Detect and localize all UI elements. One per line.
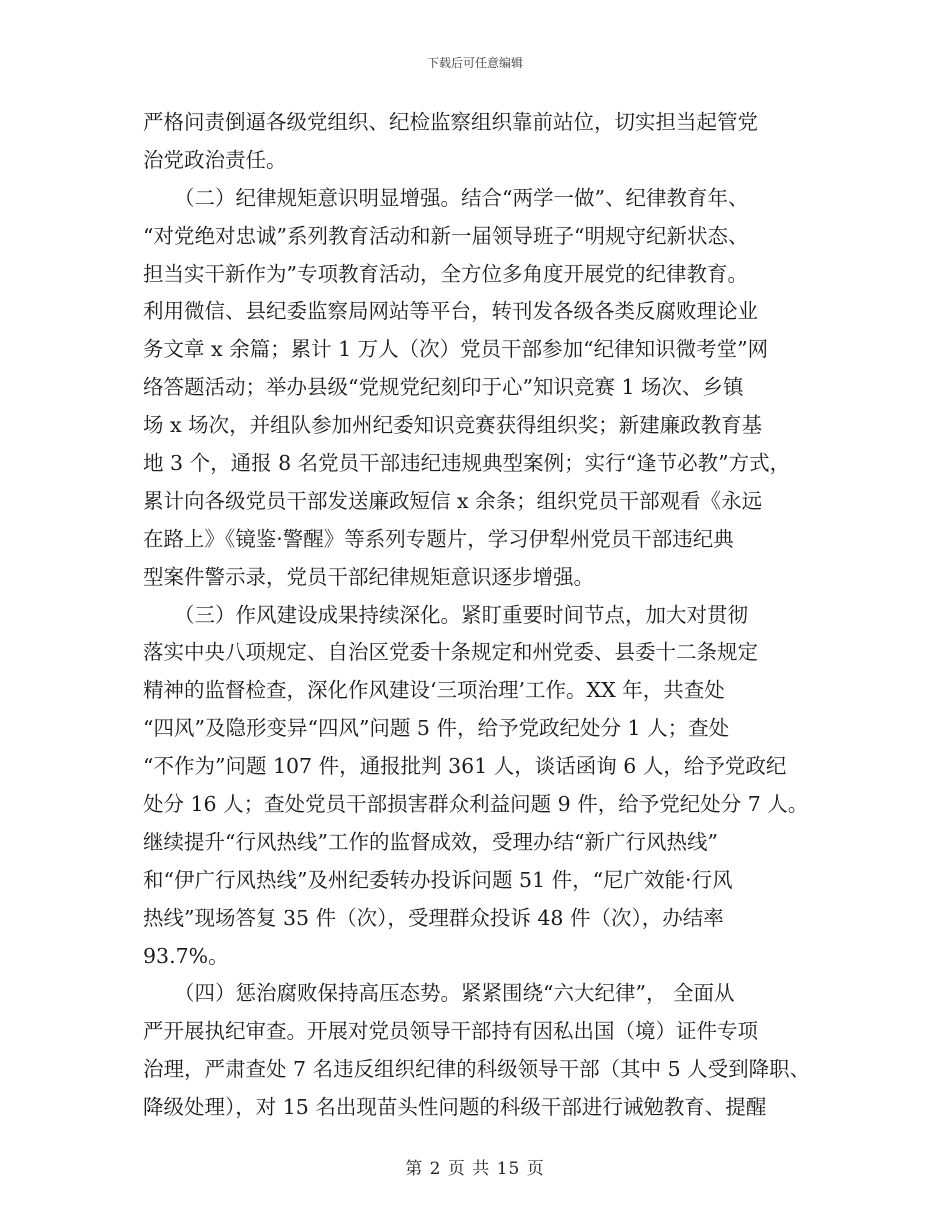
text-line: 处分 16 人；查处党员干部损害群众利益问题 9 件，给予党纪处分 7 人。 <box>143 792 809 817</box>
text-line: “四风”及隐形变异“四风”问题 5 件，给予党政纪处分 1 人；查处 <box>143 716 730 741</box>
document-body <box>143 104 811 1127</box>
text-line: 地 3 个，通报 8 名党员干部违纪违规典型案例；实行“逢节必教”方式， <box>143 451 791 476</box>
page-header: 下载后可任意编辑 <box>426 56 523 70</box>
text-line: 热线”现场答复 35 件（次），受理群众投诉 48 件（次），办结率 <box>143 905 724 930</box>
text-line: 务文章 x 余篇；累计 1 万人（次）党员干部参加“纪律知识微考堂”网 <box>143 337 769 362</box>
text-line: 在路上》《镜鉴·警醒》等系列专题片，学习伊犁州党员干部违纪典 <box>143 526 734 551</box>
page-number: 第 2 页 共 15 页 <box>405 1159 545 1179</box>
paragraph-start-line: （四）惩治腐败保持高压态势。紧紧围绕“六大纪律”， 全面从 <box>174 981 735 1006</box>
text-line: “对党绝对忠诚”系列教育活动和新一届领导班子“明规守纪新状态、 <box>143 223 749 248</box>
text-line: 治理，严肃查处 7 名违反组织纪律的科级领导干部（其中 5 人受到降职、 <box>143 1057 811 1082</box>
text-line: 继续提升“行风热线”工作的监督成效，受理办结“新广行风热线” <box>143 829 718 854</box>
text-line: 型案件警示录，党员干部纪律规矩意识逐步增强。 <box>143 564 594 589</box>
text-line: 93.7%。 <box>143 943 229 968</box>
text-line: 络答题活动；举办县级“党规党纪刻印于心”知识竞赛 1 场次、乡镇 <box>143 375 744 400</box>
text-line: 和“伊广行风热线”及州纪委转办投诉问题 51 件，“尼广效能·行风 <box>143 867 733 892</box>
text-line: 累计向各级党员干部发送廉政短信 x 余条；组织党员干部观看《永远 <box>143 488 763 513</box>
text-line: 利用微信、县纪委监察局网站等平台，转刊发各级各类反腐败理论业 <box>143 299 758 324</box>
text-line: 落实中央八项规定、自治区党委十条规定和州党委、县委十二条规定 <box>143 640 758 665</box>
text-line: “不作为”问题 107 件，通报批判 361 人，谈话函询 6 人，给予党政纪 <box>143 754 787 779</box>
text-line: 场 x 场次，并组队参加州纪委知识竞赛获得组织奖；新建廉政教育基 <box>143 413 763 438</box>
text-line: 降级处理），对 15 名出现苗头性问题的科级干部进行诫勉教育、提醒 <box>143 1095 767 1120</box>
text-line: 治党政治责任。 <box>143 147 287 172</box>
text-line: 担当实干新作为”专项教育活动，全方位多角度开展党的纪律教育。 <box>143 261 748 286</box>
paragraph-start-line: （三）作风建设成果持续深化。紧盯重要时间节点，加大对贯彻 <box>174 602 748 627</box>
text-line: 严格问责倒逼各级党组织、纪检监察组织靠前站位，切实担当起管党 <box>143 110 758 134</box>
text-line: 精神的监督检查，深化作风建设‘三项治理’工作。XX 年，共查处 <box>143 678 725 703</box>
text-line: 严开展执纪审查。开展对党员领导干部持有因私出国（境）证件专项 <box>143 1019 758 1044</box>
paragraph-start-line: （二）纪律规矩意识明显增强。结合“两学一做”、纪律教育年、 <box>174 185 749 210</box>
